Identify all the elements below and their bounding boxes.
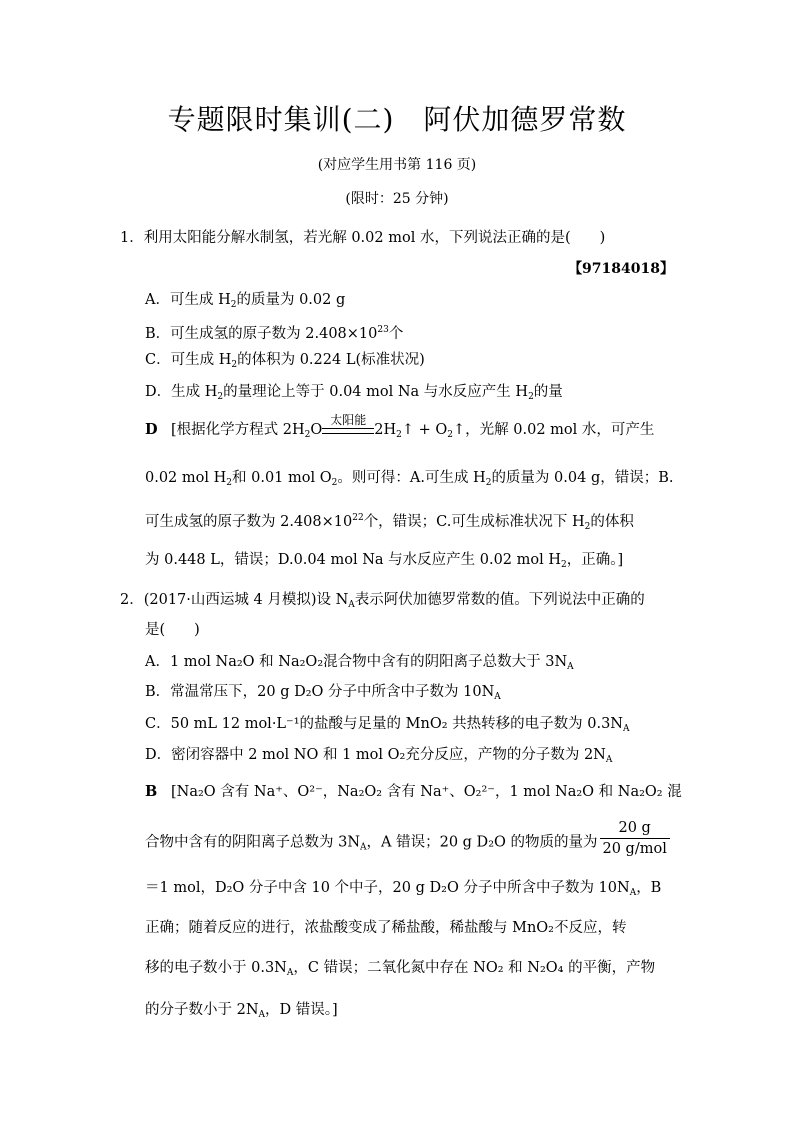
q2-explanation-line-3: ＝1 mol，D₂O 分子中含 10 个中子，20 g D₂O 分子中所含中子数为 $10N_A$，B	[145, 880, 662, 898]
q1-explanation-line-4: 为 0.448 L，错误；D.0.04 mol Na 与水反应产生 0.02 mol $H_2$，正确。]	[145, 552, 624, 570]
page-title: 专题限时集训(二) 阿伏加德罗常数	[167, 103, 627, 136]
q1-option-c: C．可生成 $H_2$的体积为 0.224 L(标准状况)	[145, 352, 425, 370]
q2-explanation-line-6: 的分子数小于 $2N_A$，D 错误。]	[145, 1002, 338, 1020]
q1-option-b: B．可生成氢的原子数为 $2.408\times 10^{23}$个	[145, 325, 404, 342]
q1-explanation-line-2: 0.02 mol $H_2$和 0.01 mol $O_2$。则可得：A.可生成 $H_2$的质量为 0.04 g，错误；B.	[145, 470, 674, 488]
q2-stem-line-1: 2．(2017·山西运城 4 月模拟)设 $N_A$表示阿伏加德罗常数的值。下列说法中正确的	[120, 592, 645, 610]
q1-answer: D	[145, 421, 158, 438]
q1-code: 【97184018】	[568, 261, 674, 277]
q1-stem: 1．利用太阳能分解水制氢，若光解 0.02 mol 水，下列说法正确的是( )	[120, 230, 606, 246]
q1-explanation-line-3: 可生成氢的原子数为 $2.408\times 10^{22}$个，错误；C.可生成标准状况下 $H_2$的体积	[145, 513, 634, 532]
q2-explanation-line-5: 移的电子数小于 $0.3N_A$，C 错误；二氧化氮中存在 NO₂ 和 N₂O₄ 的平衡，产物	[145, 960, 656, 978]
q1-option-a: A．可生成 $H_2$的质量为 0.02 g	[145, 292, 346, 310]
q2-option-a: A．1 mol Na₂O 和 Na₂O₂混合物中含有的阴阳离子总数大于 $3N_A$	[145, 654, 574, 672]
q2-option-b: B．常温常压下，20 g D₂O 分子中所含中子数为 $10N_A$	[145, 684, 501, 702]
q1-option-d: D．生成 $H_2$的量理论上等于 0.04 mol Na 与水反应产生 $H_2$的量	[145, 384, 563, 402]
reaction-arrow: 太阳能	[322, 424, 374, 434]
mole-fraction: $\frac{20 g}{\text{20 g/mol}}$	[600, 818, 670, 859]
book-reference: (对应学生用书第 116 页)	[317, 157, 477, 173]
q2-stem-line-2: 是( )	[145, 622, 200, 638]
q2-explanation-line-4: 正确；随着反应的进行，浓盐酸变成了稀盐酸，稀盐酸与 MnO₂不反应，转	[145, 920, 627, 936]
q2-explanation-line-1: B [Na₂O 含有 Na⁺、O²⁻，Na₂O₂ 含有 Na⁺、O₂²⁻，1 mol Na₂O 和 Na₂O₂ 混	[145, 783, 682, 800]
q2-answer: B	[145, 783, 158, 800]
q2-option-d: D．密闭容器中 2 mol NO 和 1 mol O₂充分反应，产物的分子数为 $2N_A$	[145, 747, 613, 765]
q2-explanation-line-2: 合物中含有的阴阳离子总数为 $3N_A$，A 错误；20 g D₂O 的物质的量为 $\frac{20 g}{\text{20 g/mol}}$	[145, 822, 672, 863]
q2-option-c: C．50 mL 12 mol·L⁻¹的盐酸与足量的 MnO₂ 共热转移的电子数为 $0.3N_A$	[145, 716, 630, 734]
q1-explanation-line-1: D [根据化学方程式 $2H_2O$ 太阳能 $2H_2↑$ + $O_2↑$，光解 0.02 mol 水，可产生	[145, 413, 655, 440]
time-limit: (限时：25 分钟)	[345, 191, 449, 207]
